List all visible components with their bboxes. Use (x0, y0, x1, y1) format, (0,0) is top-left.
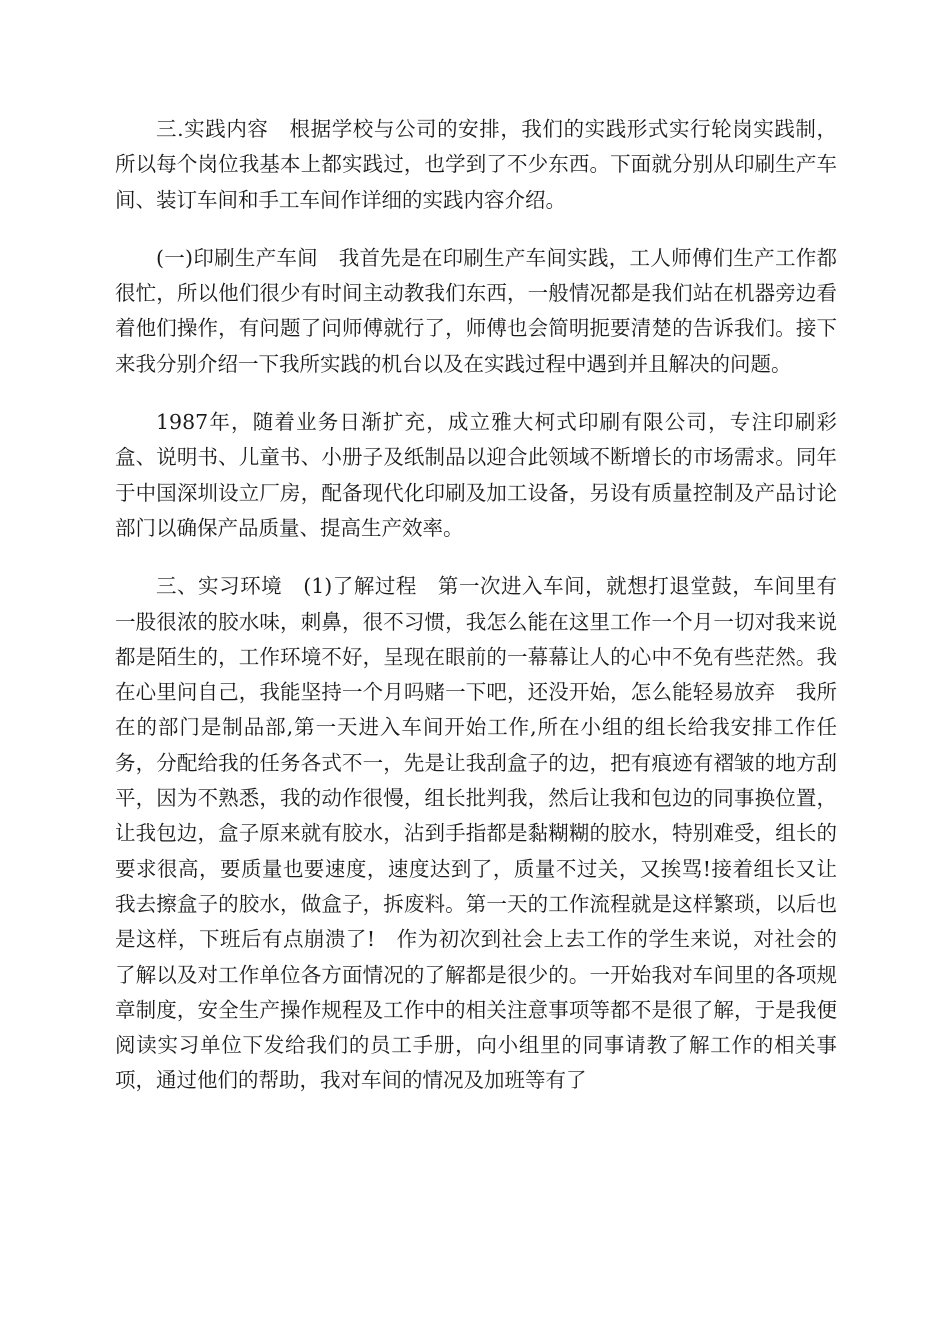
paragraph-practice-content: 三.实践内容 根据学校与公司的安排，我们的实践形式实行轮岗实践制，所以每个岗位我基本上都实践过，也学到了不少东西。下面就分别从印刷生产车间、装订车间和手工车间作详细的实践内容介绍。 (115, 117, 837, 212)
paragraph-printing-workshop: (一)印刷生产车间 我首先是在印刷生产车间实践，工人师傅们生产工作都很忙，所以他们很少有时间主动教我们东西，一般情况都是我们站在机器旁边看着他们操作，有问题了问师傅就行了，师傅也会简明扼要清楚的告诉我们。接下来我分别介绍一下我所实践的机台以及在实践过程中遇到并且解决的问题。 (115, 245, 837, 376)
paragraph-company-history: 1987年，随着业务日渐扩充，成立雅大柯式印刷有限公司，专注印刷彩盒、说明书、儿童书、小册子及纸制品以迎合此领域不断增长的市场需求。同年于中国深圳设立厂房，配备现代化印刷及加工设备，另设有质量控制及产品讨论部门以确保产品质量、提高生产效率。 (115, 410, 837, 540)
paragraph-internship-environment: 三、实习环境 (1)了解过程 第一次进入车间，就想打退堂鼓，车间里有一股很浓的胶水味，刺鼻，很不习惯，我怎么能在这里工作一个月一切对我来说都是陌生的，工作环境不好，呈现在眼前的一幕幕让人的心中不免有些茫然。我在心里问自己，我能坚持一个月吗赌一下吧，还没开始，怎么能轻易放弃 我所在的部门是制品部,第一天进入车间开始工作,所在小组的组长给我安排工作任务，分配给我的任务各式不一，先是让我刮盒子的边，把有痕迹有褶皱的地方刮平，因为不熟悉，我的动作很慢，组长批判我，然后让我和包边的同事换位置，让我包边，盒子原来就有胶水，沾到手指都是黏糊糊的胶水，特别难受，组长的要求很高，要质量也要速度，速度达到了，质量不过关，又挨骂!接着组长又让我去擦盒子的胶水，做盒子，拆废料。第一天的工作流程就是这样繁琐，以后也是这样，下班后有点崩溃了! 作为初次到社会上去工作的学生来说，对社会的了解以及对工作单位各方面情况的了解都是很少的。一开始我对车间里的各项规章制度，安全生产操作规程及工作中的相关注意事项等都不是很了解，于是我便阅读实习单位下发给我们的员工手册，向小组里的同事请教了解工作的相关事项，通过他们的帮助，我对车间的情况及加班等有了 (115, 574, 837, 1093)
document-body (115, 112, 837, 1099)
